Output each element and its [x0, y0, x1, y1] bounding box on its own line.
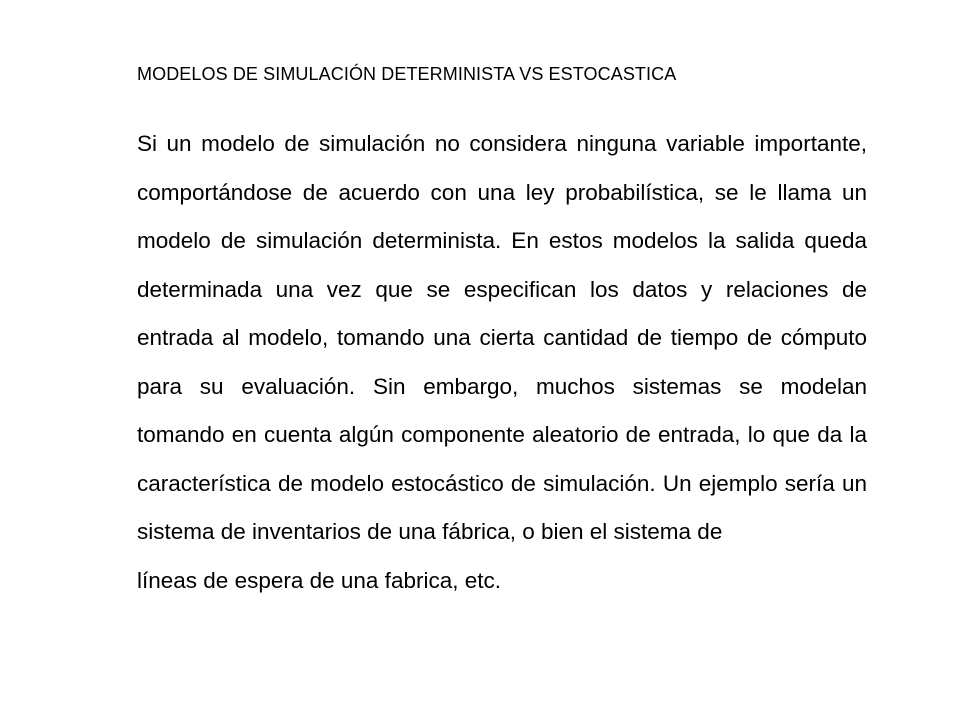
body-paragraph-main: Si un modelo de simulación no considera ninguna variable importante, comportándose de acuerdo con una ley probabilística, se le llama un modelo de simulación determinista. En estos modelos la salida queda determinada una vez que se especifican los datos y relaciones de entrada al modelo, tomando una cierta cantidad de tiempo de cómputo para su evaluación. Sin embargo, muchos sistemas se modelan tomando en cuenta algún componente aleatorio de entrada, lo que da la característica de modelo estocástico de simulación. Un ejemplo sería un sistema de inventarios de una fábrica, o bien el sistema de — [137, 131, 867, 544]
slide-body — [137, 120, 867, 605]
slide-title: MODELOS DE SIMULACIÓN DETERMINISTA VS ESTOCASTICA — [137, 64, 677, 84]
body-paragraph-tail: líneas de espera de una fabrica, etc. — [137, 567, 501, 593]
